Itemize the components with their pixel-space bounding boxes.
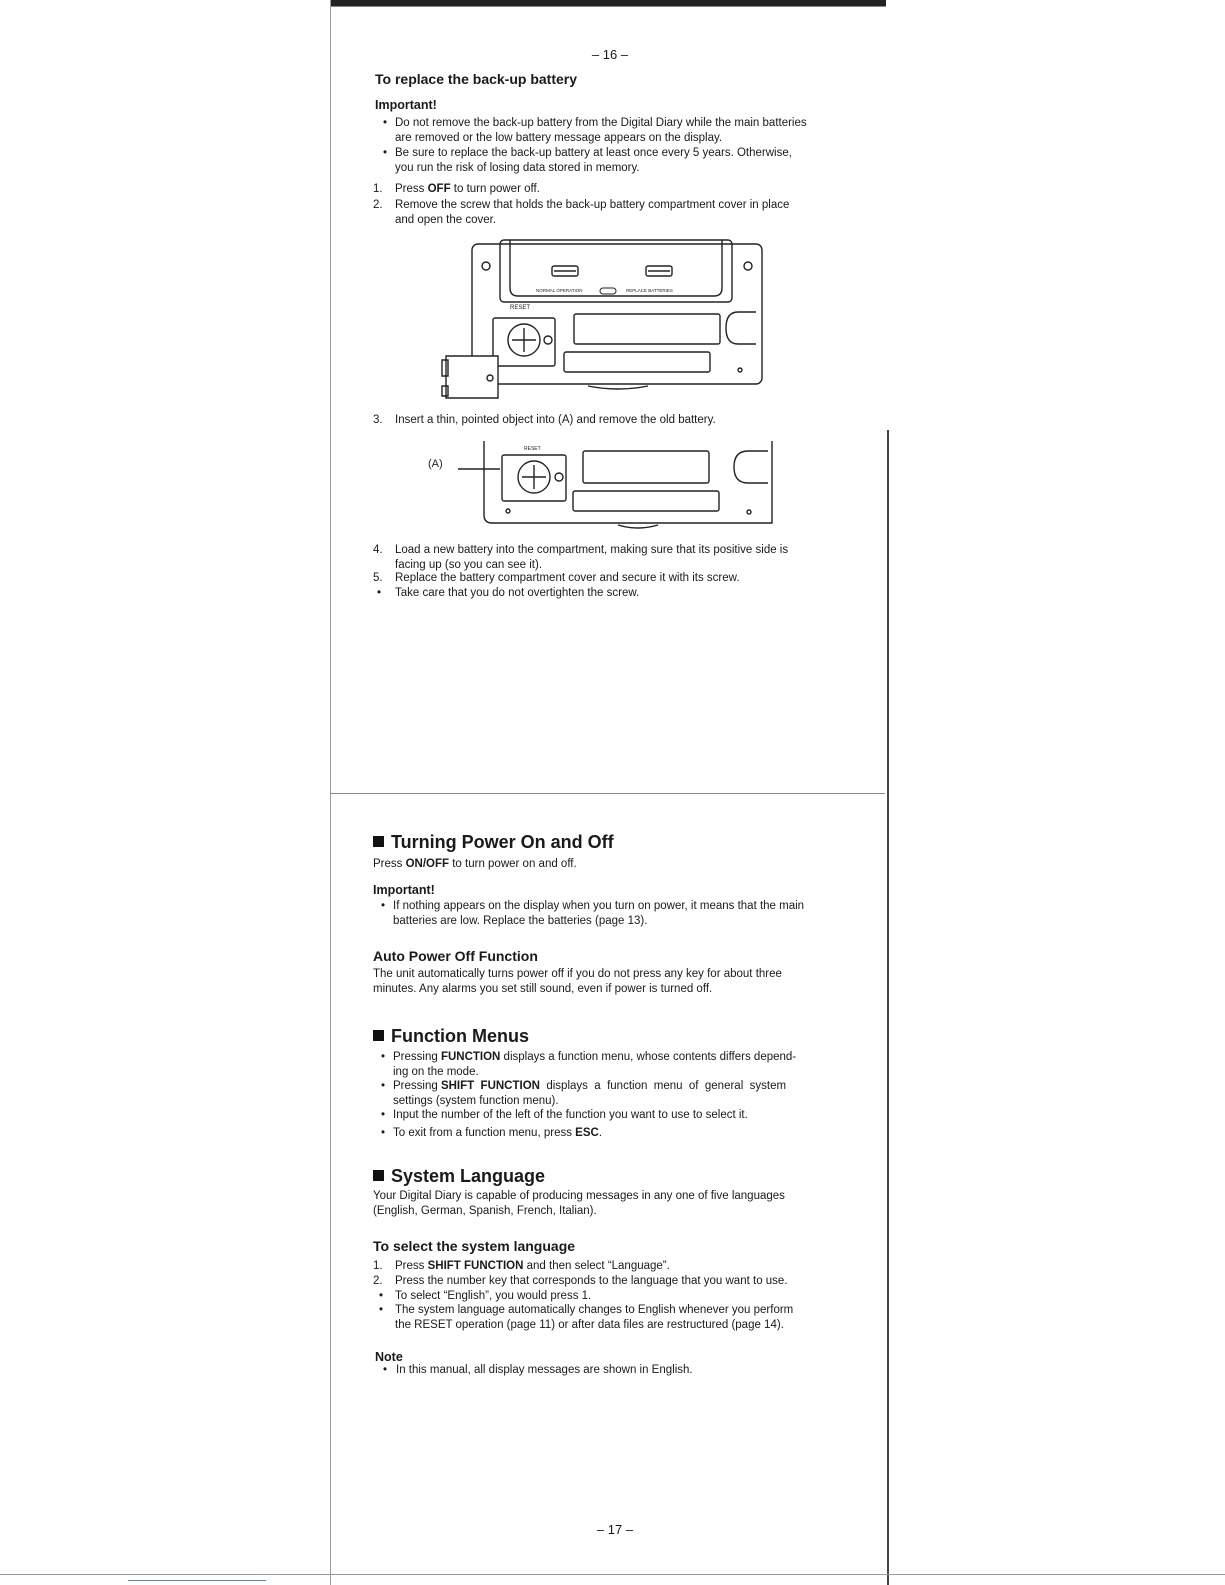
- page-number-16: – 16 –: [591, 47, 629, 62]
- auto-off-paragraph: The unit automatically turns power off if you do not press any key for about three minutes. Any alarms you set still sound, even if power is turned off.: [373, 968, 782, 995]
- note-label: Note: [375, 1350, 403, 1364]
- callout-a: (A): [428, 458, 443, 470]
- important-label: Important!: [375, 98, 437, 112]
- page-divider: [330, 793, 885, 794]
- section-title-system-language: System Language: [373, 1166, 545, 1187]
- page-number-17: – 17 –: [596, 1522, 634, 1537]
- switch-normal-label: NORMAL OPERATION: [536, 288, 583, 293]
- subsection-title-select-language: To select the system language: [373, 1238, 576, 1254]
- power-instruction: Press ON/OFF to turn power on and off.: [373, 858, 577, 870]
- bottom-rule: [0, 1574, 1225, 1575]
- section-title-power: Turning Power On and Off: [373, 832, 614, 853]
- reset-label: RESET: [510, 305, 531, 311]
- section-title-function-menus: Function Menus: [373, 1026, 529, 1047]
- bottom-blue-mark: [128, 1580, 266, 1581]
- section-title-replace-backup-battery: To replace the back-up battery: [375, 71, 578, 87]
- language-paragraph: Your Digital Diary is capable of producing messages in any one of five languages (English, German, Spanish, French, Italian).: [373, 1190, 785, 1217]
- right-margin-rule: [887, 430, 889, 1585]
- reset-label-2: RESET: [524, 446, 541, 452]
- top-scan-edge-line: [330, 6, 886, 7]
- section-title-auto-power-off: Auto Power Off Function: [373, 948, 538, 964]
- backup-battery-cover-figure: [438, 236, 768, 406]
- important-label-2: Important!: [373, 883, 435, 897]
- battery-removal-figure: [428, 437, 778, 537]
- switch-replace-label: REPLACE BATTERIES: [626, 288, 673, 293]
